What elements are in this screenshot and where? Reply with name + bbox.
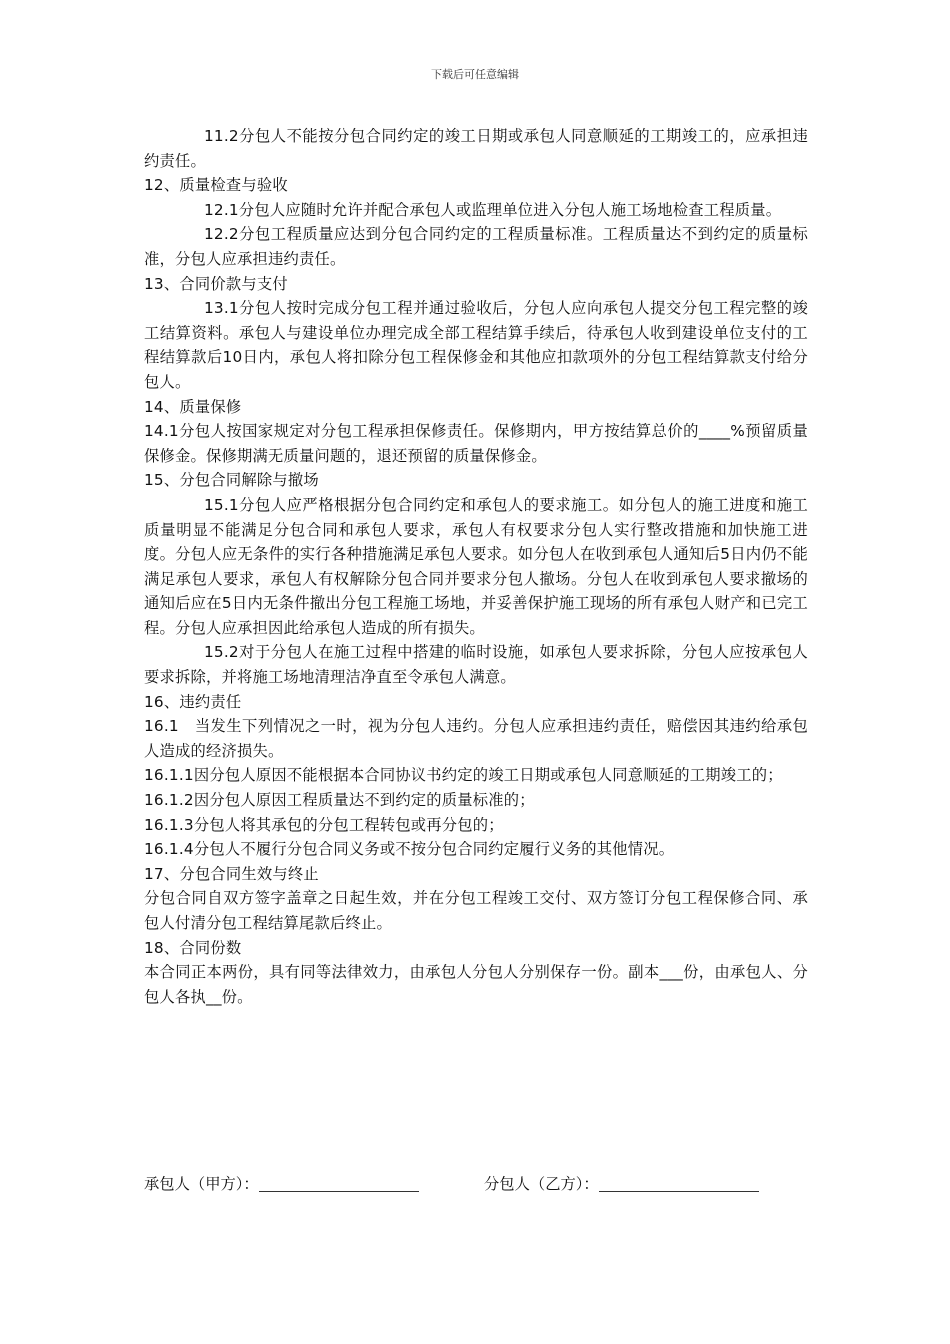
page-header: 下载后可任意编辑 <box>431 68 519 81</box>
clause-paragraph: 11.2分包人不能按分包合同约定的竣工日期或承包人同意顺延的工期竣工的，应承担违约责任。 <box>144 127 808 170</box>
clause-paragraph: 12.1分包人应随时允许并配合承包人或监理单位进入分包人施工场地检查工程质量。 <box>204 200 782 219</box>
clause-paragraph: 15.1分包人应严格根据分包合同约定和承包人的要求施工。如分包人的施工进度和施工质量明显不能满足分包合同和承包人要求，承包人有权要求分包人实行整改措施和加快施工进度。分包人应无条件的实行各种措施满足承包人要求。如分包人在收到承包人通知后5日内仍不能满足承包人要求，承包人有权解除分包合同并要求分包人撤场。分包人在收到承包人要求撤场的通知后应在5日内无条件撤出分包工程施工场地，并妥善保护施工现场的所有承包人财产和已完工程。分包人应承担因此给承包人造成的所有损失。 <box>144 495 808 637</box>
section-line: 15、分包合同解除与撤场 <box>144 471 319 490</box>
section-line: 16、违约责任 <box>144 692 242 711</box>
party-a-signature <box>144 1172 419 1194</box>
section-line: 13、合同价款与支付 <box>144 274 288 293</box>
clause-paragraph: 15.2对于分包人在施工过程中搭建的临时设施，如承包人要求拆除，分包人应按承包人要求拆除，并将施工场地清理洁净直至令承包人满意。 <box>144 643 808 687</box>
section-line: 16.1.2因分包人原因工程质量达不到约定的质量标准的； <box>144 791 535 810</box>
section-line: 14、质量保修 <box>144 397 242 416</box>
party-a-signature-line <box>259 1175 419 1192</box>
section-line: 16.1.4分包人不履行分包合同义务或不按分包合同约定履行义务的其他情况。 <box>144 840 675 859</box>
section-line: 本合同正本两份，具有同等法律效力，由承包人分包人分别保存一份。副本___份，由承包人、分包人各执__份。 <box>144 963 808 1006</box>
section-line: 17、分包合同生效与终止 <box>144 864 319 883</box>
section-line: 14.1分包人按国家规定对分包工程承担保修责任。保修期内，甲方按结算总价的____%预留质量保修金。保修期满无质量问题的，退还预留的质量保修金。 <box>144 422 808 465</box>
section-line: 16.1.1因分包人原因不能根据本合同协议书约定的竣工日期或承包人同意顺延的工期竣工的； <box>144 766 783 785</box>
party-b-signature-line <box>599 1175 759 1192</box>
section-line: 12、质量检查与验收 <box>144 176 288 195</box>
party-b-label: 分包人（乙方）： <box>484 1175 599 1193</box>
section-line: 分包合同自双方签字盖章之日起生效，并在分包工程竣工交付、双方签订分包工程保修合同、承包人付清分包工程结算尾款后终止。 <box>144 889 808 932</box>
party-b-signature <box>484 1172 759 1194</box>
section-line: 16.1.3分包人将其承包的分包工程转包或再分包的； <box>144 815 504 834</box>
party-a-label: 承包人（甲方）： <box>144 1175 259 1193</box>
section-line: 16.1 当发生下列情况之一时，视为分包人违约。分包人应承担违约责任，赔偿因其违约给承包人造成的经济损失。 <box>144 717 808 760</box>
clause-paragraph: 13.1分包人按时完成分包工程并通过验收后，分包人应向承包人提交分包工程完整的竣工结算资料。承包人与建设单位办理完成全部工程结算手续后，待承包人收到建设单位支付的工程结算款后10日内，承包人将扣除分包工程保修金和其他应扣款项外的分包工程结算款支付给分包人。 <box>144 299 808 391</box>
section-line: 18、合同份数 <box>144 938 242 957</box>
clause-paragraph: 12.2分包工程质量应达到分包合同约定的工程质量标准。工程质量达不到约定的质量标准，分包人应承担违约责任。 <box>144 225 808 268</box>
contract-body <box>144 124 808 1009</box>
